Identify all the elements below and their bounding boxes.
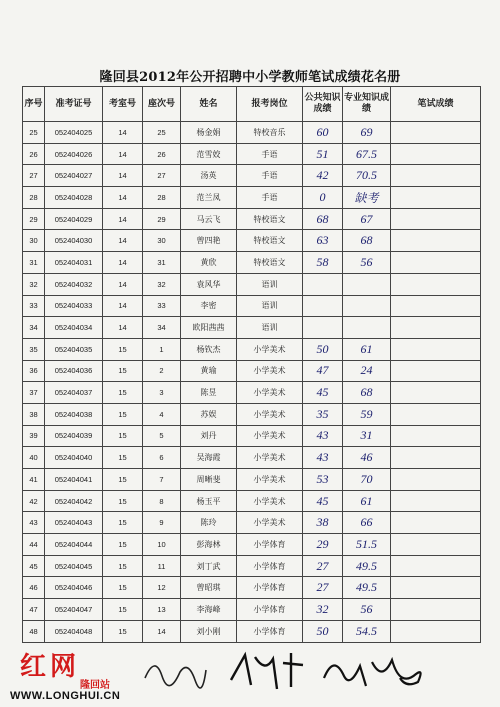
cell-ticket: 052404047 [45,599,103,621]
table-row [23,187,481,209]
cell-pro: 49.5 [343,577,391,599]
cell-seat: 1 [143,338,181,360]
table-row [23,555,481,577]
cell-post: 小学美术 [237,469,303,491]
cell-no: 26 [23,143,45,165]
table-body [23,122,481,643]
cell-room: 15 [103,599,143,621]
table-header-row [23,87,481,122]
cell-post: 小学体育 [237,534,303,556]
cell-ticket: 052404045 [45,555,103,577]
cell-ticket: 052404032 [45,273,103,295]
cell-pro: 31 [343,425,391,447]
cell-post: 小学体育 [237,620,303,642]
cell-post: 小学体育 [237,555,303,577]
table-row [23,403,481,425]
cell-name: 杨钦杰 [181,338,237,360]
cell-seat: 13 [143,599,181,621]
cell-no: 45 [23,555,45,577]
cell-post: 小学体育 [237,599,303,621]
cell-pro: 59 [343,403,391,425]
cell-pro [343,317,391,339]
page-title: 隆回县2012年公开招聘中小学教师笔试成绩花名册 [99,70,401,85]
cell-total [391,403,481,425]
cell-ticket: 052404040 [45,447,103,469]
cell-pro: 56 [343,252,391,274]
cell-seat: 25 [143,122,181,144]
header-cell: 公共知识成绩 [303,87,343,122]
cell-name: 马云飞 [181,208,237,230]
cell-seat: 2 [143,360,181,382]
site-logo: 红网 [20,652,81,682]
cell-total [391,187,481,209]
cell-pub: 38 [303,512,343,534]
table-row [23,577,481,599]
cell-post: 小学美术 [237,512,303,534]
cell-seat: 28 [143,187,181,209]
cell-name: 曾昭琪 [181,577,237,599]
cell-seat: 6 [143,447,181,469]
cell-post: 小学美术 [237,338,303,360]
cell-post: 特校语文 [237,230,303,252]
cell-no: 37 [23,382,45,404]
cell-post: 手语 [237,165,303,187]
cell-room: 15 [103,425,143,447]
cell-room: 15 [103,620,143,642]
cell-ticket: 052404033 [45,295,103,317]
cell-no: 36 [23,360,45,382]
cell-name: 黄欣 [181,252,237,274]
signature-2 [225,645,310,695]
cell-total [391,295,481,317]
cell-name: 欧阳茜茜 [181,317,237,339]
cell-pro: 缺考 [343,187,391,209]
cell-seat: 7 [143,469,181,491]
cell-seat: 27 [143,165,181,187]
site-url: WWW.LONGHUI.CN [10,690,121,702]
cell-pro: 54.5 [343,620,391,642]
signature-1 [140,650,210,690]
cell-name: 苏娱 [181,403,237,425]
cell-post: 小学美术 [237,490,303,512]
cell-seat: 29 [143,208,181,230]
cell-name: 周晰斐 [181,469,237,491]
cell-ticket: 052404027 [45,165,103,187]
cell-room: 14 [103,187,143,209]
cell-pro: 70 [343,469,391,491]
cell-pro: 61 [343,338,391,360]
cell-post: 语训 [237,317,303,339]
cell-pub: 45 [303,490,343,512]
table-row [23,469,481,491]
cell-ticket: 052404028 [45,187,103,209]
cell-total [391,382,481,404]
cell-total [391,122,481,144]
table-row [23,208,481,230]
cell-seat: 4 [143,403,181,425]
cell-pro [343,295,391,317]
cell-post: 手语 [237,143,303,165]
cell-seat: 10 [143,534,181,556]
cell-post: 特校语文 [237,252,303,274]
cell-seat: 30 [143,230,181,252]
cell-pub: 35 [303,403,343,425]
cell-room: 14 [103,165,143,187]
cell-no: 38 [23,403,45,425]
cell-pro: 68 [343,230,391,252]
cell-no: 32 [23,273,45,295]
cell-ticket: 052404048 [45,620,103,642]
cell-total [391,425,481,447]
cell-no: 39 [23,425,45,447]
cell-total [391,273,481,295]
cell-ticket: 052404036 [45,360,103,382]
cell-pro: 49.5 [343,555,391,577]
cell-pub: 50 [303,338,343,360]
table-row [23,295,481,317]
cell-no: 40 [23,447,45,469]
cell-room: 15 [103,338,143,360]
cell-ticket: 052404030 [45,230,103,252]
cell-total [391,620,481,642]
cell-no: 47 [23,599,45,621]
cell-no: 42 [23,490,45,512]
cell-ticket: 052404029 [45,208,103,230]
cell-name: 袁风华 [181,273,237,295]
cell-total [391,143,481,165]
cell-name: 陈玲 [181,512,237,534]
cell-pub [303,317,343,339]
cell-pro [343,273,391,295]
cell-pub: 58 [303,252,343,274]
cell-room: 15 [103,447,143,469]
cell-pro: 67 [343,208,391,230]
cell-total [391,469,481,491]
cell-pro: 67.5 [343,143,391,165]
table-row [23,599,481,621]
cell-seat: 34 [143,317,181,339]
cell-ticket: 052404034 [45,317,103,339]
cell-no: 35 [23,338,45,360]
cell-seat: 9 [143,512,181,534]
cell-post: 小学美术 [237,360,303,382]
cell-pub: 0 [303,187,343,209]
cell-ticket: 052404039 [45,425,103,447]
header-cell: 序号 [23,87,45,122]
cell-pub: 32 [303,599,343,621]
cell-seat: 32 [143,273,181,295]
cell-room: 15 [103,469,143,491]
cell-total [391,338,481,360]
cell-ticket: 052404038 [45,403,103,425]
cell-room: 14 [103,208,143,230]
cell-name: 刘丹 [181,425,237,447]
cell-name: 彭海林 [181,534,237,556]
cell-name: 汤英 [181,165,237,187]
cell-pub: 68 [303,208,343,230]
cell-room: 14 [103,273,143,295]
header-cell: 专业知识成绩 [343,87,391,122]
cell-pub: 43 [303,447,343,469]
cell-no: 44 [23,534,45,556]
table-row [23,338,481,360]
cell-seat: 8 [143,490,181,512]
cell-no: 41 [23,469,45,491]
cell-no: 46 [23,577,45,599]
cell-post: 小学美术 [237,403,303,425]
cell-room: 14 [103,143,143,165]
table-row [23,122,481,144]
cell-total [391,512,481,534]
cell-ticket: 052404031 [45,252,103,274]
cell-name: 杨金娟 [181,122,237,144]
cell-post: 特校语文 [237,208,303,230]
table-row [23,230,481,252]
table-row [23,165,481,187]
cell-total [391,252,481,274]
cell-room: 15 [103,360,143,382]
cell-ticket: 052404025 [45,122,103,144]
cell-room: 15 [103,490,143,512]
table-row [23,143,481,165]
cell-post: 语训 [237,295,303,317]
cell-pub: 50 [303,620,343,642]
cell-pro: 46 [343,447,391,469]
cell-pub: 27 [303,555,343,577]
table-row [23,273,481,295]
cell-pub: 47 [303,360,343,382]
header-cell: 座次号 [143,87,181,122]
cell-post: 语训 [237,273,303,295]
cell-pub: 53 [303,469,343,491]
cell-total [391,165,481,187]
cell-room: 15 [103,534,143,556]
cell-no: 25 [23,122,45,144]
cell-post: 小学美术 [237,425,303,447]
cell-no: 29 [23,208,45,230]
cell-total [391,555,481,577]
cell-name: 范雪姣 [181,143,237,165]
cell-ticket: 052404046 [45,577,103,599]
table-row [23,317,481,339]
cell-name: 黄瑜 [181,360,237,382]
cell-pro: 24 [343,360,391,382]
cell-post: 手语 [237,187,303,209]
header-cell: 准考证号 [45,87,103,122]
cell-post: 小学体育 [237,577,303,599]
cell-pro: 69 [343,122,391,144]
cell-seat: 12 [143,577,181,599]
cell-post: 小学美术 [237,382,303,404]
cell-room: 15 [103,555,143,577]
cell-pub: 51 [303,143,343,165]
cell-pro: 61 [343,490,391,512]
cell-pub: 27 [303,577,343,599]
cell-name: 杨玉平 [181,490,237,512]
cell-ticket: 052404035 [45,338,103,360]
cell-ticket: 052404042 [45,490,103,512]
cell-no: 28 [23,187,45,209]
cell-pub: 45 [303,382,343,404]
cell-name: 刘小刚 [181,620,237,642]
cell-total [391,447,481,469]
cell-pro: 66 [343,512,391,534]
cell-name: 曾四艳 [181,230,237,252]
cell-pub: 29 [303,534,343,556]
cell-room: 15 [103,382,143,404]
cell-name: 李密 [181,295,237,317]
cell-total [391,534,481,556]
cell-seat: 14 [143,620,181,642]
cell-room: 14 [103,317,143,339]
cell-no: 31 [23,252,45,274]
table-row [23,425,481,447]
cell-ticket: 052404037 [45,382,103,404]
table-row [23,252,481,274]
cell-total [391,360,481,382]
cell-total [391,208,481,230]
cell-room: 14 [103,295,143,317]
cell-pub [303,273,343,295]
table-row [23,620,481,642]
cell-seat: 11 [143,555,181,577]
cell-pro: 51.5 [343,534,391,556]
cell-name: 李海峰 [181,599,237,621]
cell-seat: 33 [143,295,181,317]
cell-seat: 3 [143,382,181,404]
cell-room: 14 [103,252,143,274]
cell-name: 陈昱 [181,382,237,404]
header-cell: 报考岗位 [237,87,303,122]
cell-no: 33 [23,295,45,317]
cell-pub: 60 [303,122,343,144]
cell-no: 34 [23,317,45,339]
cell-pub [303,295,343,317]
cell-total [391,599,481,621]
cell-total [391,490,481,512]
cell-post: 特校音乐 [237,122,303,144]
cell-no: 48 [23,620,45,642]
table-row [23,534,481,556]
cell-total [391,230,481,252]
cell-pub: 63 [303,230,343,252]
cell-seat: 31 [143,252,181,274]
cell-total [391,317,481,339]
cell-pro: 70.5 [343,165,391,187]
site-logo-sub: 隆回站 [80,680,110,691]
cell-seat: 5 [143,425,181,447]
cell-pro: 68 [343,382,391,404]
table-row [23,382,481,404]
cell-seat: 26 [143,143,181,165]
cell-room: 15 [103,403,143,425]
table-row [23,447,481,469]
cell-room: 14 [103,122,143,144]
table-row [23,512,481,534]
cell-room: 15 [103,577,143,599]
score-table [22,86,481,643]
cell-ticket: 052404043 [45,512,103,534]
cell-post: 小学美术 [237,447,303,469]
cell-no: 30 [23,230,45,252]
header-cell: 考室号 [103,87,143,122]
table-row [23,490,481,512]
cell-pub: 42 [303,165,343,187]
cell-total [391,577,481,599]
cell-no: 43 [23,512,45,534]
cell-name: 吴海霞 [181,447,237,469]
cell-room: 15 [103,512,143,534]
cell-ticket: 052404041 [45,469,103,491]
cell-name: 刘丁武 [181,555,237,577]
cell-pub: 43 [303,425,343,447]
cell-ticket: 052404026 [45,143,103,165]
header-cell: 笔试成绩 [391,87,481,122]
cell-ticket: 052404044 [45,534,103,556]
cell-no: 27 [23,165,45,187]
header-cell: 姓名 [181,87,237,122]
table-row [23,360,481,382]
cell-pro: 56 [343,599,391,621]
cell-name: 范兰凤 [181,187,237,209]
cell-room: 14 [103,230,143,252]
signature-3 [320,648,430,693]
